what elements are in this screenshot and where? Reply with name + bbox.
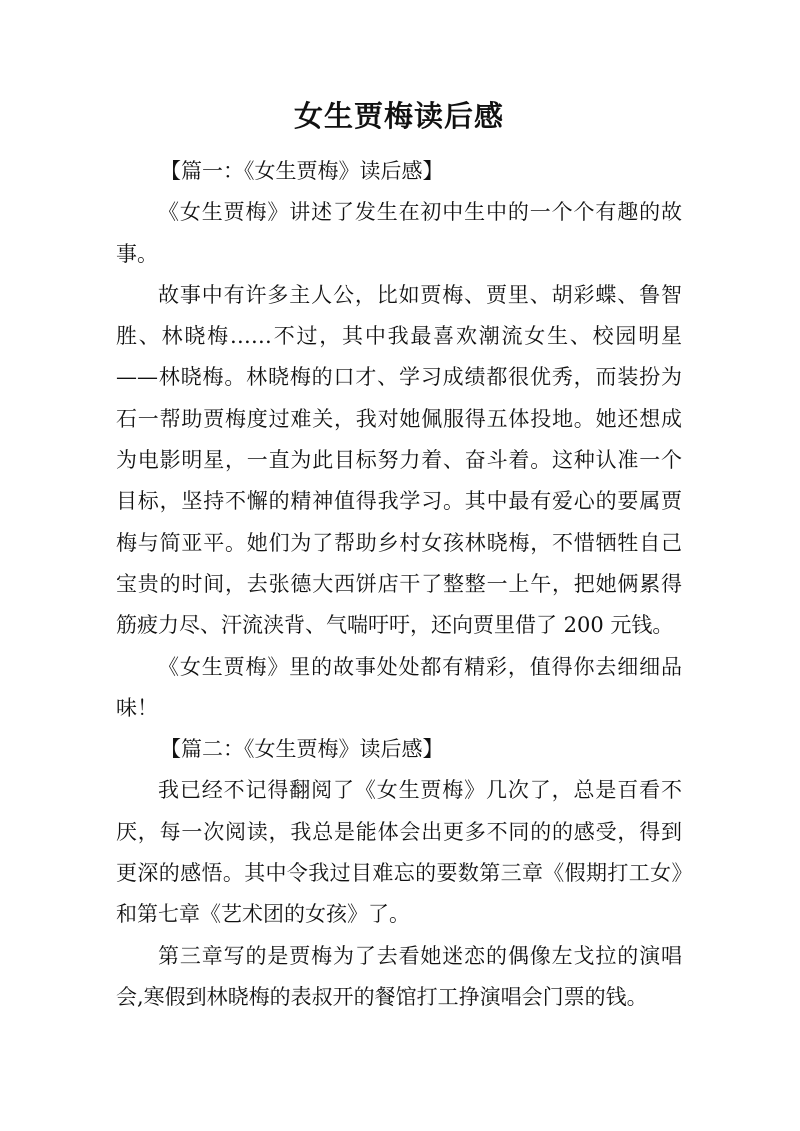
section-1-heading: 【篇一：《女生贾梅》读后感】: [160, 159, 444, 183]
section-1-paragraph-3: 《女生贾梅》里的故事处处都有精彩，值得你去细细品味！: [116, 654, 682, 720]
section-2-heading: 【篇二：《女生贾梅》读后感】: [160, 737, 444, 762]
document-title: 女生贾梅读后感: [293, 99, 504, 133]
section-2-paragraph-1: 我已经不记得翻阅了《女生贾梅》几次了，总是百看不厌，每一次阅读，我总是能体会出更多不同的的感受，得到更深的感悟。其中令我过目难忘的要数第三章《假期打工女》和第七章《艺术团的女孩》了。: [116, 778, 682, 927]
section-1-paragraph-2: 故事中有许多主人公，比如贾梅、贾里、胡彩蝶、鲁智胜、林晓梅……不过，其中我最喜欢潮流女生、校园明星——林晓梅。林晓梅的口才、学习成绩都很优秀，而装扮为石一帮助贾梅度过难关，我对她佩服得五体投地。她还想成为电影明星，一直为此目标努力着、奋斗着。这种认准一个目标，坚持不懈的精神值得我学习。其中最有爱心的要属贾梅与简亚平。她们为了帮助乡村女孩林晓梅，不惜牺牲自己宝贵的时间，去张德大西饼店干了整整一上午，把她俩累得筋疲力尽、汗流浃背、气喘吁吁，还向贾里借了 200 元钱。: [116, 282, 682, 638]
section-1-paragraph-1: 《女生贾梅》讲述了发生在初中生中的一个个有趣的故事。: [116, 200, 682, 266]
section-2-paragraph-2: 第三章写的是贾梅为了去看她迷恋的偶像左戈拉的演唱会,寒假到林晓梅的表叔开的餐馆打工挣演唱会门票的钱。: [116, 943, 682, 1009]
